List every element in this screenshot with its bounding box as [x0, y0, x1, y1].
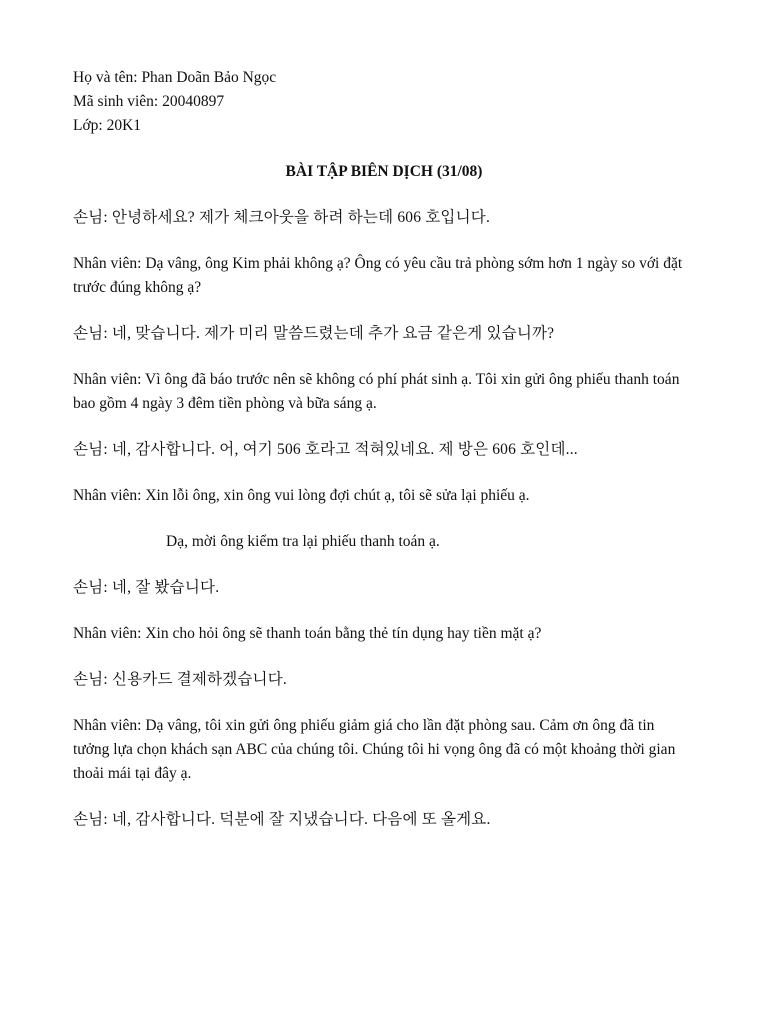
- dialogue-staff-4: Nhân viên: Xin cho hỏi ông sẽ thanh toán bằng thẻ tín dụng hay tiền mặt ạ?: [73, 625, 542, 642]
- dialogue-guest-4: 손님: 네, 잘 봤습니다.: [73, 579, 220, 596]
- dialogue-staff-1: Nhân viên: Dạ vâng, ông Kim phải không ạ? Ông có yêu cầu trả phòng sớm hơn 1 ngày so với đặt trước đúng không ạ?: [73, 255, 683, 296]
- dialogue-guest-6: 손님: 네, 감사합니다. 덕분에 잘 지냈습니다. 다음에 또 올게요.: [73, 811, 491, 828]
- dialogue-staff-2: Nhân viên: Vì ông đã báo trước nên sẽ không có phí phát sinh ạ. Tôi xin gửi ông phiếu thanh toán bao gồm 4 ngày 3 đêm tiền phòng và bữa sáng ạ.: [73, 371, 680, 412]
- dialogue-guest-3: 손님: 네, 감사합니다. 어, 여기 506 호라고 적혀있네요. 제 방은 606 호인데...: [73, 441, 578, 458]
- dialogue-guest-2: 손님: 네, 맞습니다. 제가 미리 말씀드렸는데 추가 요금 같은게 있습니까?: [73, 325, 555, 342]
- student-class: Lớp: 20K1: [73, 117, 142, 134]
- dialogue-staff-5: Nhân viên: Dạ vâng, tôi xin gửi ông phiếu giảm giá cho lần đặt phòng sau. Cảm ơn ông đã tin tưởng lựa chọn khách sạn ABC của chúng tôi. Chúng tôi hi vọng ông đã có một khoảng thời gian thoải mái tại đây ạ.: [73, 717, 676, 782]
- dialogue-staff-3-continued: Dạ, mời ông kiểm tra lại phiếu thanh toán ạ.: [166, 533, 440, 550]
- dialogue-staff-3: Nhân viên: Xin lỗi ông, xin ông vui lòng đợi chút ạ, tôi sẽ sửa lại phiếu ạ.: [73, 487, 530, 504]
- student-name: Họ và tên: Phan Doãn Bảo Ngọc: [73, 69, 277, 86]
- dialogue-guest-5: 손님: 신용카드 결제하겠습니다.: [73, 671, 287, 688]
- student-id: Mã sinh viên: 20040897: [73, 93, 225, 110]
- document-title: BÀI TẬP BIÊN DỊCH (31/08): [285, 163, 483, 180]
- document-page: [73, 66, 693, 832]
- dialogue-guest-1: 손님: 안녕하세요? 제가 체크아웃을 하려 하는데 606 호입니다.: [73, 209, 491, 226]
